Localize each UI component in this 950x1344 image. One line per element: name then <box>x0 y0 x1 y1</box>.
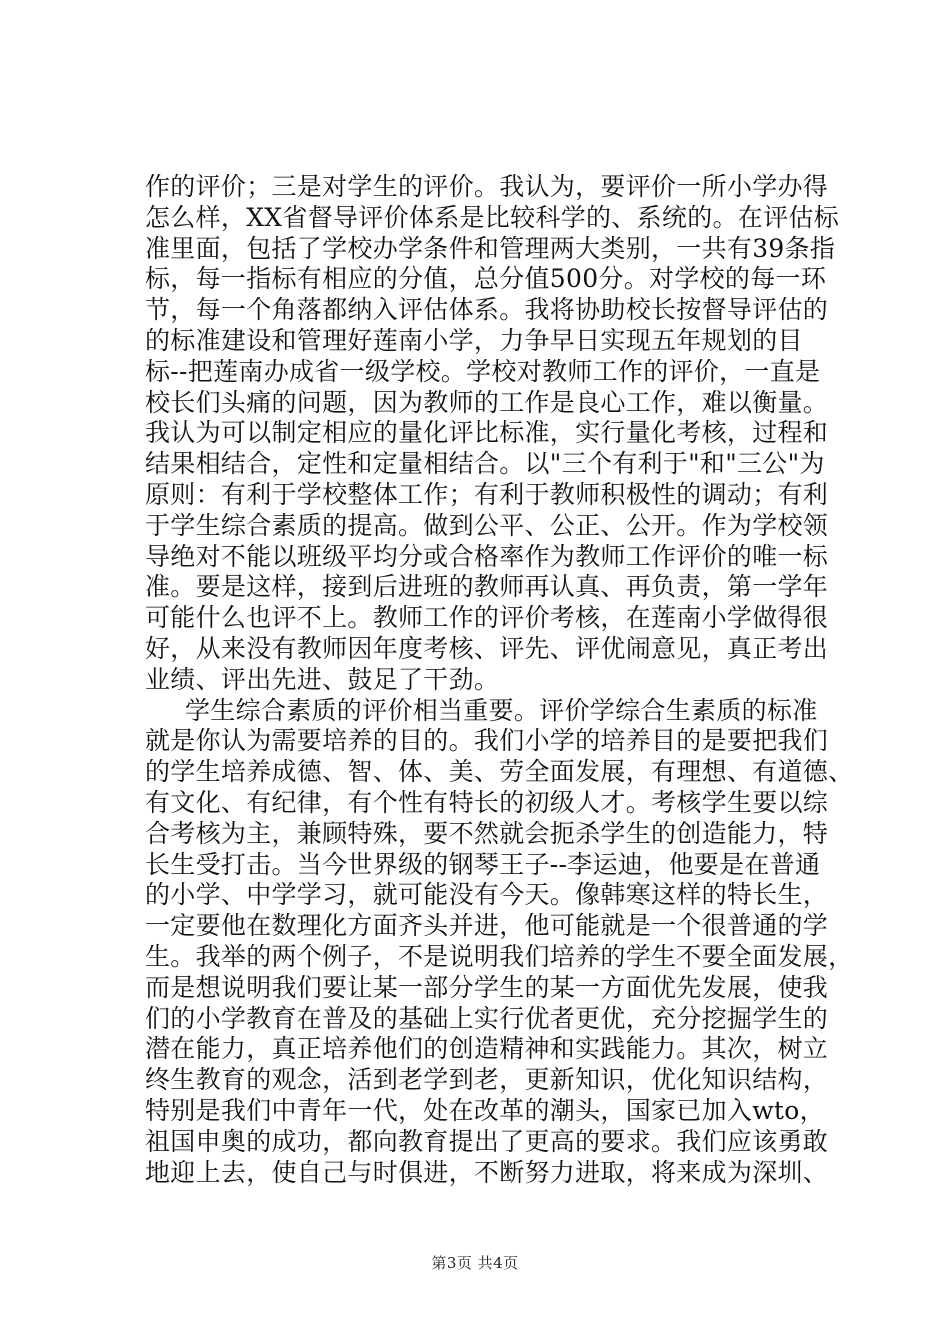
text-line: 长生受打击。当今世界级的钢琴王子--李运迪，他要是在普通 <box>145 849 821 879</box>
text-line: 我认为可以制定相应的量化评比标准，实行量化考核，过程和 <box>145 418 829 448</box>
text-line: 一定要他在数理化方面齐头并进，他可能就是一个很普通的学 <box>145 911 829 941</box>
text-line: 好，从来没有教师因年度考核、评先、评优闹意见，真正考出 <box>145 633 829 663</box>
text-line: 的学生培养成德、智、体、美、劳全面发展，有理想、有道德、 <box>145 757 854 787</box>
document-body <box>145 172 854 1188</box>
text-line: 准。要是这样，接到后进班的教师再认真、再负责，第一学年 <box>145 572 829 602</box>
text-line: 终生教育的观念，活到老学到老，更新知识，优化知识结构， <box>145 1065 829 1095</box>
text-line: 校长们头痛的问题，因为教师的工作是良心工作，难以衡量。 <box>145 387 829 417</box>
text-line: 节，每一个角落都纳入评估体系。我将协助校长按督导评估的 <box>145 295 829 325</box>
text-line: 准里面，包括了学校办学条件和管理两大类别，一共有39条指 <box>145 233 836 263</box>
text-line: 学生综合素质的评价相当重要。评价学综合生素质的标准 <box>185 695 818 725</box>
text-line: 怎么样，XX省督导评价体系是比较科学的、系统的。在评估标 <box>145 202 839 232</box>
text-line: 们的小学教育在普及的基础上实行优者更优，充分挖掘学生的 <box>145 1003 829 1033</box>
text-line: 地迎上去，使自己与时俱进，不断努力进取，将来成为深圳、 <box>145 1157 829 1187</box>
text-line: 特别是我们中青年一代，处在改革的潮头，国家已加入wto， <box>145 1095 825 1125</box>
text-line: 作的评价；三是对学生的评价。我认为，要评价一所小学办得 <box>145 172 829 201</box>
text-line: 原则：有利于学校整体工作；有利于教师积极性的调动；有利 <box>145 479 829 509</box>
paragraph-evaluation-of-school-and-teachers <box>145 172 839 696</box>
text-line: 于学生综合素质的提高。做到公平、公正、公开。作为学校领 <box>145 510 829 540</box>
text-line: 业绩、评出先进、鼓足了干劲。 <box>145 664 500 694</box>
text-line: 祖国申奥的成功，都向教育提出了更高的要求。我们应该勇敢 <box>145 1126 829 1156</box>
text-line: 生。我举的两个例子，不是说明我们培养的学生不要全面发展， <box>145 941 854 971</box>
text-line: 标，每一指标有相应的分值，总分值500分。对学校的每一环 <box>145 264 827 294</box>
text-line: 就是你认为需要培养的目的。我们小学的培养目的是要把我们 <box>145 726 829 756</box>
text-line: 有文化、有纪律，有个性有特长的初级人才。考核学生要以综 <box>145 787 829 817</box>
text-line: 标--把莲南办成省一级学校。学校对教师工作的评价，一直是 <box>145 356 821 386</box>
paragraph-student-evaluation <box>145 695 854 1189</box>
text-line: 而是想说明我们要让某一部分学生的某一方面优先发展，使我 <box>145 972 829 1002</box>
page-number-footer: 第3页 共4页 <box>431 1254 519 1272</box>
text-line: 可能什么也评不上。教师工作的评价考核，在莲南小学做得很 <box>145 603 829 633</box>
text-line: 结果相结合，定性和定量相结合。以"三个有利于"和"三公"为 <box>145 449 825 479</box>
text-line: 导绝对不能以班级平均分或合格率作为教师工作评价的唯一标 <box>145 541 829 571</box>
text-line: 的标准建设和管理好莲南小学，力争早日实现五年规划的目 <box>145 325 803 355</box>
text-line: 的小学、中学学习，就可能没有今天。像韩寒这样的特长生， <box>145 880 829 910</box>
text-line: 潜在能力，真正培养他们的创造精神和实践能力。其次，树立 <box>145 1034 829 1064</box>
text-line: 合考核为主，兼顾特殊，要不然就会扼杀学生的创造能力，特 <box>145 818 829 848</box>
